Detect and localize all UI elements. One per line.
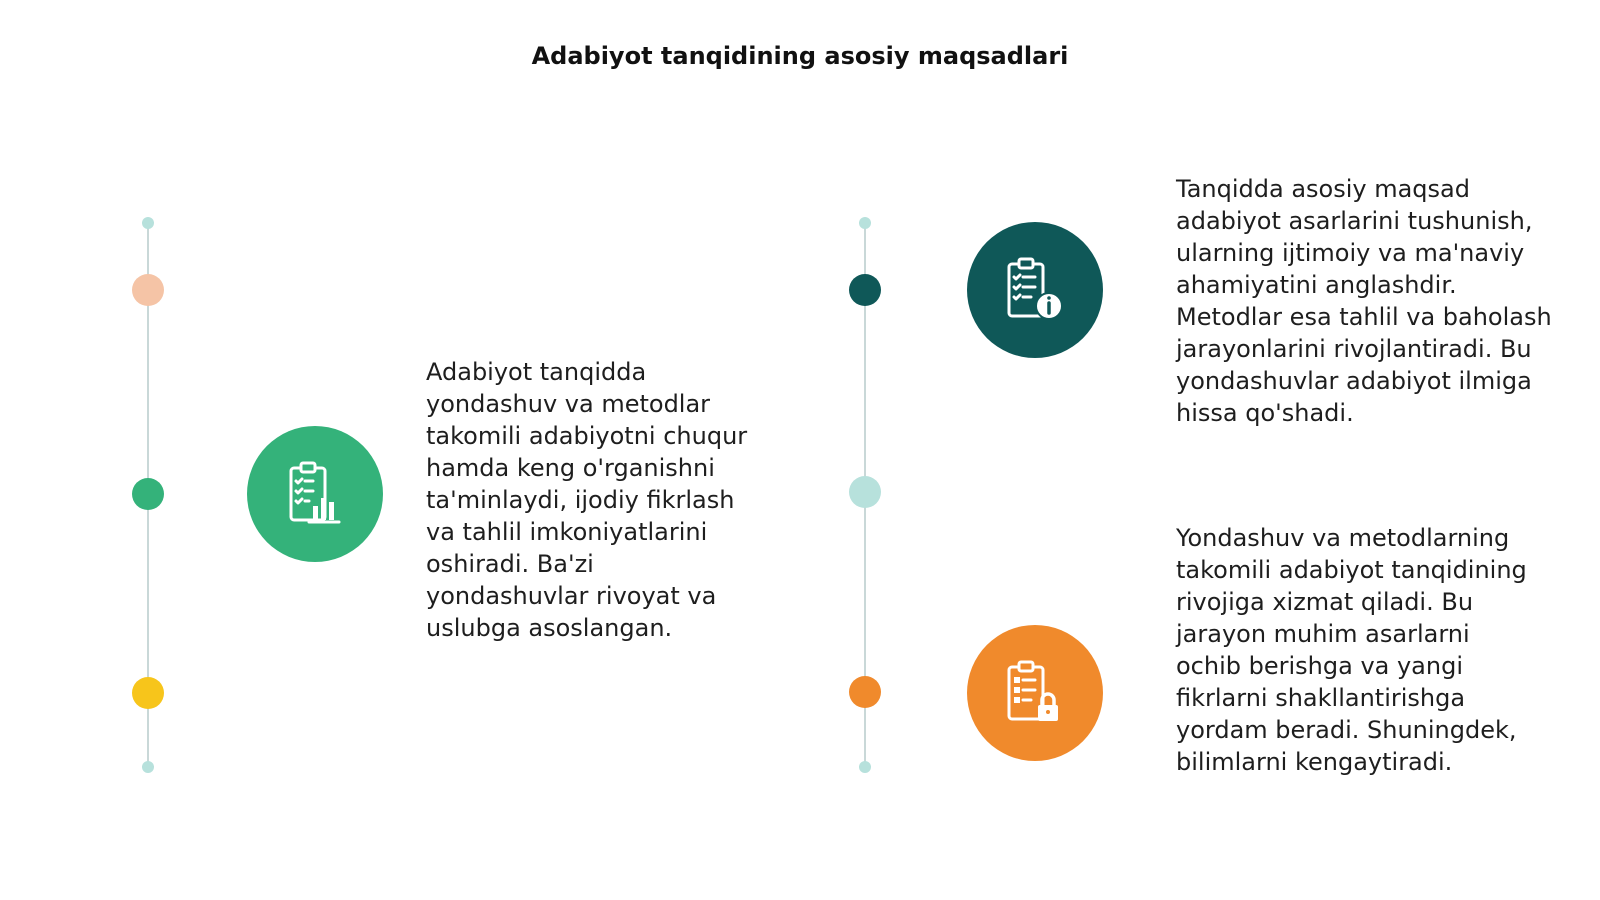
clipboard-info-icon <box>999 254 1071 326</box>
timeline-left-end-dot-top <box>142 217 154 229</box>
timeline-left-dot-peach <box>132 274 164 306</box>
item-2-icon-circle <box>967 222 1103 358</box>
timeline-left-dot-yellow <box>132 677 164 709</box>
page-title: Adabiyot tanqidining asosiy maqsadlari <box>531 42 1069 70</box>
timeline-right-dot-teal <box>849 274 881 306</box>
timeline-right-end-dot-bottom <box>859 761 871 773</box>
timeline-right-dot-light-teal <box>849 476 881 508</box>
clipboard-lock-icon <box>999 657 1071 729</box>
timeline-right-end-dot-top <box>859 217 871 229</box>
item-3-icon-circle <box>967 625 1103 761</box>
item-2-text: Tanqidda asosiy maqsad adabiyot asarlarini tushunish, ularning ijtimoiy va ma'naviy ahamiyatini anglashdir. Metodlar esa tahlil va baholash jarayonlarini rivojlantiradi. Bu yondashuvlar adabiyot ilmiga hissa qo'shadi. <box>1176 175 1552 427</box>
timeline-left-dot-green <box>132 478 164 510</box>
timeline-left-end-dot-bottom <box>142 761 154 773</box>
item-1-icon-circle <box>247 426 383 562</box>
item-1-text: Adabiyot tanqidda yondashuv va metodlar takomili adabiyotni chuqur hamda keng o'rganishni ta'minlaydi, ijodiy fikrlash va tahlil imkoniyatlarini oshiradi. Ba'zi yondashuvlar rivoyat va uslubga asoslangan. <box>426 358 748 642</box>
clipboard-chart-icon <box>279 458 351 530</box>
item-3-text: Yondashuv va metodlarning takomili adabiyot tanqidining rivojiga xizmat qiladi. Bu jarayon muhim asarlarni ochib berishga va yangi fikrlarni shakllantirishga yordam beradi. Shuningdek, bilimlarni kengaytiradi. <box>1176 524 1527 776</box>
timeline-right-dot-orange <box>849 676 881 708</box>
